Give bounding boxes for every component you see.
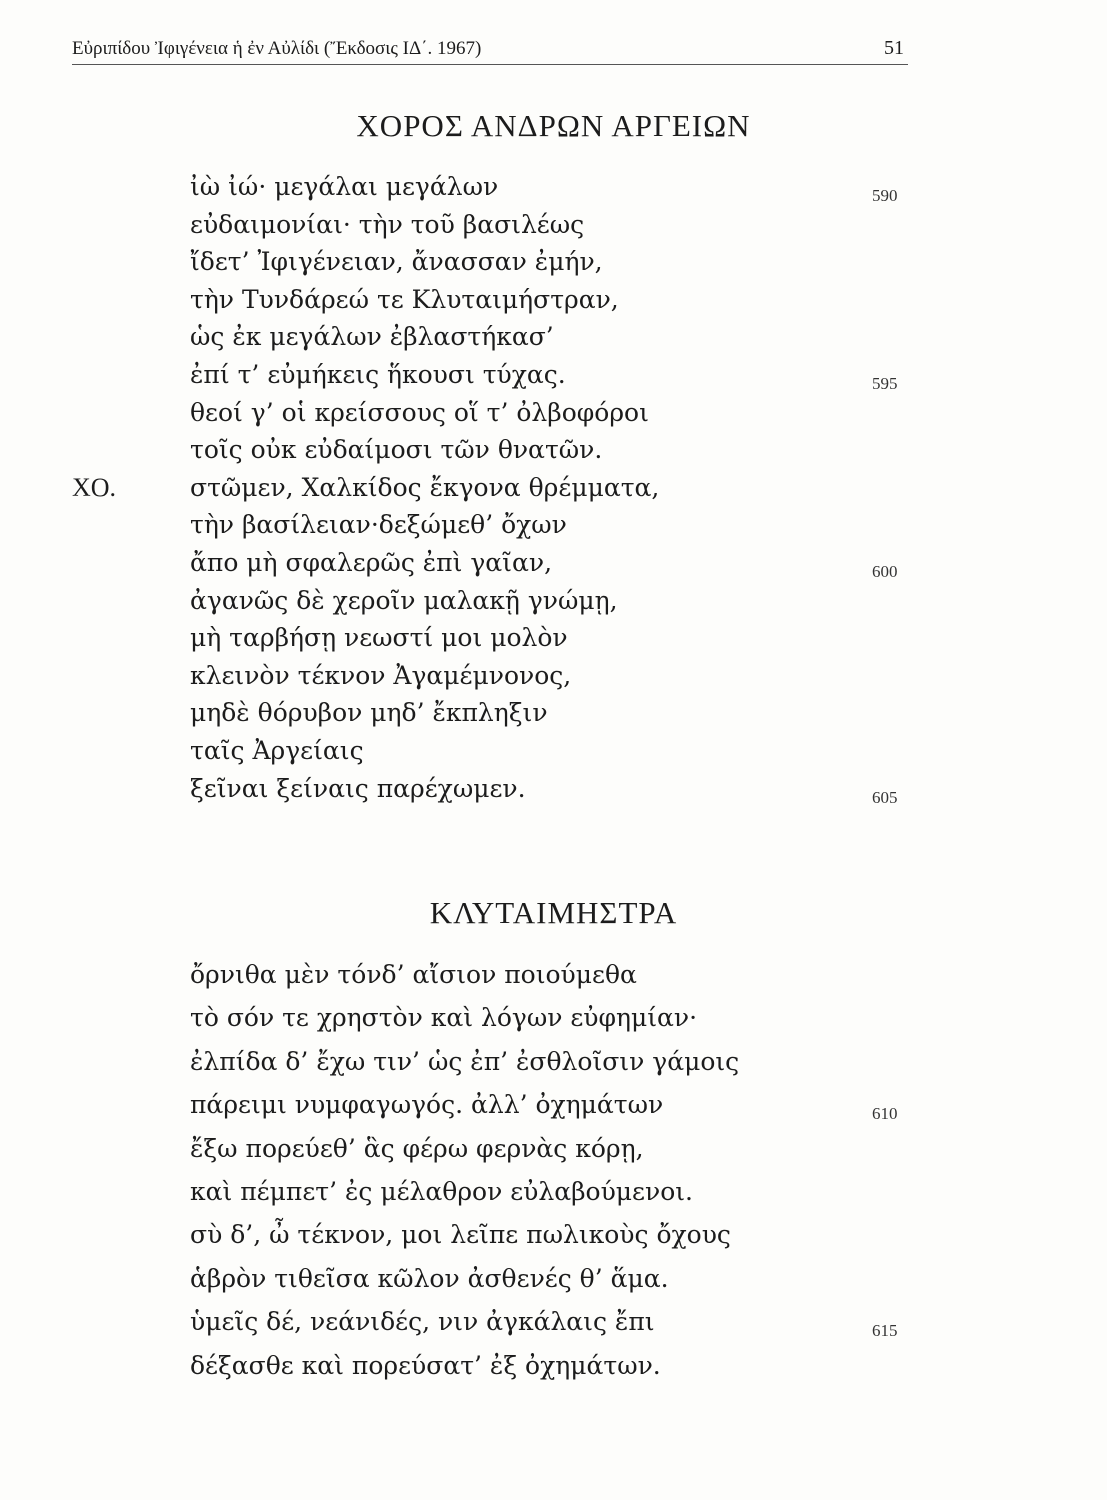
- verse-line: [190, 1264, 669, 1302]
- verse-text: τὴν βασίλειαν·δεξώμεθ’ ὄχων: [190, 510, 567, 540]
- verse-text: ἐπί τ’ εὐμήκεις ἥκουσι τύχας.: [190, 360, 566, 389]
- verse-text: ξεῖναι ξείναις παρέχωμεν.: [190, 773, 526, 803]
- verse-line: [190, 1351, 661, 1389]
- verse-line: [190, 1003, 697, 1041]
- verse-text: ἰὼ ἰώ· μεγάλαι μεγάλων: [190, 172, 499, 201]
- verse-line: [190, 1220, 731, 1258]
- verse-line: [190, 360, 566, 398]
- verse-line: [190, 548, 552, 586]
- section-heading: ΚΛΥΤΑΙΜΗΣΤΡΑ: [429, 895, 678, 930]
- verse-text: σὺ δ’, ὦ τέκνον, μοι λεῖπε πωλικοὺς ὄχους: [190, 1220, 731, 1250]
- verse-text: ἴδετ’ Ἰφιγένειαν, ἄνασσαν ἐμήν,: [190, 247, 603, 277]
- verse-line: [190, 285, 619, 323]
- line-number: 615: [872, 1321, 898, 1341]
- verse-text: ἔξω πορεύεθ’ ἃς φέρω φερνὰς κόρῃ,: [190, 1133, 644, 1163]
- verse-text: εὐδαιμονίαι· τὴν τοῦ βασιλέως: [190, 209, 585, 239]
- verse-line: [190, 698, 548, 736]
- verse-text: κλεινὸν τέκνον Ἀγαμέμνονος,: [190, 660, 572, 690]
- section-heading: ΧΟΡΟΣ ΑΝΔΡΩΝ ΑΡΓΕΙΩΝ: [356, 108, 751, 143]
- line-number: 605: [872, 787, 898, 807]
- page-number: 51: [884, 37, 904, 59]
- verse-line: [190, 623, 568, 661]
- verse-text: μὴ ταρβήσῃ νεωστί μοι μολὸν: [190, 623, 568, 653]
- line-number: 610: [872, 1104, 898, 1124]
- verse-line: [190, 1090, 663, 1128]
- verse-text: ὑμεῖς δέ, νεάνιδές, νιν ἀγκάλαις ἔπι: [190, 1307, 655, 1337]
- verse-text: στῶμεν, Χαλκίδος ἔκγονα θρέμματα,: [190, 472, 660, 502]
- verse-line: [190, 736, 364, 774]
- verse-text: δέξασθε καὶ πορεύσατ’ ἐξ ὀχημάτων.: [190, 1350, 661, 1380]
- verse-text: ὄρνιθα μὲν τόνδ’ αἴσιον ποιούμεθα: [190, 960, 637, 989]
- verse-line: [190, 247, 603, 285]
- verse-line: [72, 472, 660, 511]
- verse-line: [190, 1177, 693, 1215]
- verse-text: πάρειμι νυμφαγωγός. ἀλλ’ ὀχημάτων: [190, 1090, 664, 1120]
- verse-line: [190, 398, 649, 436]
- verse-text: ταῖς Ἀργείαις: [190, 736, 364, 765]
- speaker-label: ΧΟ.: [72, 472, 117, 502]
- verse-text: ἐλπίδα δ’ ἔχω τιν’ ὡς ἐπ’ ἐσθλοῖσιν γάμοις: [190, 1046, 740, 1076]
- verse-line: [190, 210, 584, 248]
- verse-line: [190, 774, 526, 812]
- verse-line: [190, 1307, 655, 1345]
- verse-text: τὴν Τυνδάρεώ τε Κλυταιμήστραν,: [190, 284, 619, 314]
- verse-line: [190, 172, 498, 210]
- verse-line: [190, 1134, 644, 1172]
- verse-text: ἀγανῶς δὲ χεροῖν μαλακῇ γνώμῃ,: [190, 585, 618, 615]
- verse-text: μηδὲ θόρυβον μηδ’ ἔκπληξιν: [190, 698, 548, 728]
- running-title: Εὐριπίδου Ἰφιγένεια ἡ ἐν Αὐλίδι (Ἔκδοσις ΙΔ΄. 1967): [72, 38, 482, 59]
- verse-line: [190, 661, 571, 699]
- verse-text: ὡς ἐκ μεγάλων ἐβλαστήκασ’: [190, 322, 554, 352]
- verse-text: ἁβρὸν τιθεῖσα κῶλον ἀσθενές θ’ ἅμα.: [190, 1263, 669, 1293]
- line-number: 600: [872, 562, 898, 581]
- line-number: 595: [872, 374, 898, 393]
- verse-line: [190, 960, 637, 998]
- verse-line: [190, 435, 602, 473]
- verse-text: θεοί γ’ οἱ κρείσσους οἵ τ’ ὀλβοφόροι: [190, 397, 649, 427]
- verse-line: [190, 322, 554, 360]
- verse-text: ἄπο μὴ σφαλερῶς ἐπὶ γαῖαν,: [190, 548, 553, 577]
- verse-line: [190, 586, 618, 624]
- verse-text: καὶ πέμπετ’ ἐς μέλαθρον εὐλαβούμενοι.: [190, 1177, 694, 1206]
- verse-line: [190, 510, 567, 548]
- verse-text: τὸ σόν τε χρηστὸν καὶ λόγων εὐφημίαν·: [190, 1003, 698, 1033]
- line-number: 590: [872, 186, 898, 205]
- verse-line: [190, 1047, 739, 1085]
- running-head: [72, 36, 908, 65]
- verse-text: τοῖς οὐκ εὐδαίμοσι τῶν θνατῶν.: [190, 435, 603, 465]
